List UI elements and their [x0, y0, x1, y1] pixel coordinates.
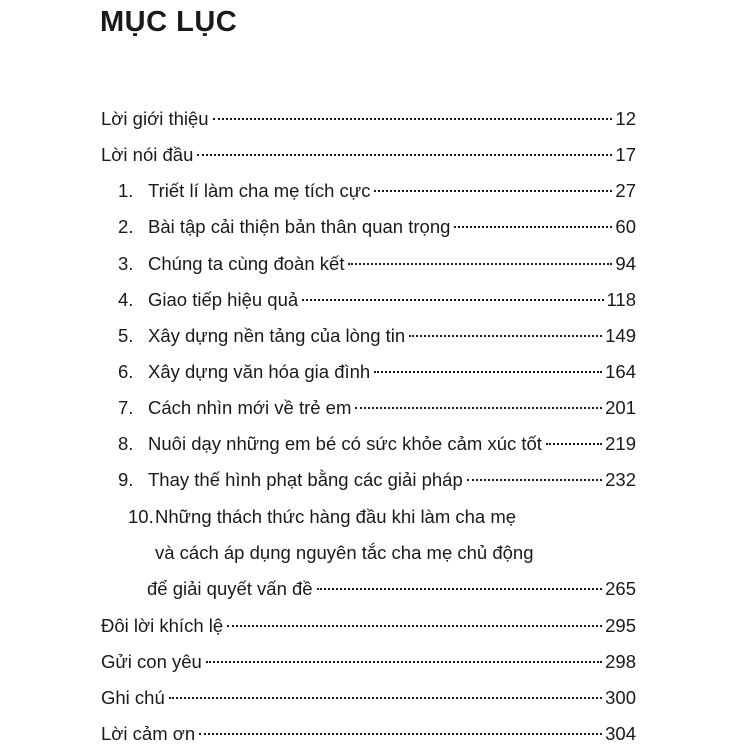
dot-leader — [467, 479, 602, 481]
dot-leader — [374, 371, 602, 373]
toc-entry-label: Những thách thức hàng đầu khi làm cha mẹ — [155, 506, 517, 527]
toc-entry-number: 6. — [118, 361, 134, 382]
toc-entry-label: Triết lí làm cha mẹ tích cực — [148, 180, 371, 201]
toc-entry-label: Đôi lời khích lệ — [101, 615, 224, 636]
toc-entry-number: 7. — [118, 397, 134, 418]
toc-entry-number: 4. — [118, 289, 134, 310]
toc-entry-label: Giao tiếp hiệu quả — [148, 289, 299, 310]
toc-entry[interactable] — [118, 251, 636, 277]
toc-entry-page: 149 — [605, 325, 636, 346]
toc-entry-label: để giải quyết vấn đề — [147, 578, 313, 599]
toc-entry[interactable] — [118, 467, 636, 493]
toc-entry-page: 201 — [605, 397, 636, 418]
toc-entry-page: 232 — [605, 469, 636, 490]
toc-entry-page: 164 — [605, 361, 636, 382]
toc-entry[interactable] — [118, 359, 636, 385]
toc-entry[interactable] — [101, 721, 636, 747]
toc-entry[interactable] — [101, 649, 636, 675]
toc-entry-number: 9. — [118, 469, 134, 490]
toc-entry-page: 304 — [605, 723, 636, 744]
toc-entry[interactable] — [118, 214, 636, 240]
toc-entry[interactable] — [118, 287, 636, 313]
dot-leader — [348, 263, 612, 265]
toc-entry-label: Lời nói đầu — [101, 144, 194, 165]
toc-entry-page: 118 — [606, 289, 636, 310]
toc-entry-page: 265 — [605, 578, 636, 599]
toc-entry-number: 2. — [118, 216, 134, 237]
toc-entry-page: 298 — [605, 651, 636, 672]
dot-leader — [355, 407, 602, 409]
toc-entry-label: Chúng ta cùng đoàn kết — [148, 253, 345, 274]
dot-leader — [454, 226, 612, 228]
toc-entry-number: 10. — [128, 506, 154, 527]
toc-entry[interactable] — [101, 142, 636, 168]
toc-entry[interactable] — [101, 685, 636, 711]
toc-entry-page: 219 — [605, 433, 636, 454]
toc-entry-page: 17 — [615, 144, 636, 165]
toc-entry[interactable] — [118, 431, 636, 457]
toc-entry-label: Ghi chú — [101, 687, 165, 708]
dot-leader — [227, 625, 602, 627]
toc-entry-page: 60 — [615, 216, 636, 237]
toc-entry-number: 5. — [118, 325, 134, 346]
page-title: MỤC LỤC — [100, 6, 238, 38]
dot-leader — [213, 118, 613, 120]
dot-leader — [317, 588, 603, 590]
toc-entry[interactable] — [118, 323, 636, 349]
toc-entry-10-line2: và cách áp dụng nguyên tắc cha mẹ chủ động — [155, 542, 534, 563]
toc-entry-label: Xây dựng văn hóa gia đình — [148, 361, 371, 382]
toc-entry-page: 300 — [605, 687, 636, 708]
toc-entry-label: Xây dựng nền tảng của lòng tin — [148, 325, 406, 346]
toc-entry-label: Lời giới thiệu — [101, 108, 209, 129]
toc-entry-label: Gửi con yêu — [101, 651, 202, 672]
toc-entry[interactable] — [101, 106, 636, 132]
toc-entry-label: Bài tập cải thiện bản thân quan trọng — [148, 216, 451, 237]
toc-entry-label: Cách nhìn mới về trẻ em — [148, 397, 352, 418]
toc-entry[interactable] — [118, 395, 636, 421]
toc-entry[interactable] — [101, 613, 636, 639]
toc-entry-number: 8. — [118, 433, 134, 454]
toc-entry[interactable] — [118, 178, 636, 204]
toc-entry-page: 295 — [605, 615, 636, 636]
toc-entry-page: 27 — [615, 180, 636, 201]
dot-leader — [374, 190, 612, 192]
dot-leader — [206, 661, 602, 663]
toc-entry[interactable] — [147, 576, 636, 602]
toc-entry-number: 1. — [118, 180, 134, 201]
dot-leader — [197, 154, 612, 156]
toc-entry-page: 94 — [615, 253, 636, 274]
toc-entry-page: 12 — [615, 108, 636, 129]
dot-leader — [302, 299, 603, 301]
toc-entry-label: Nuôi dạy những em bé có sức khỏe cảm xúc tốt — [148, 433, 542, 454]
dot-leader — [199, 733, 602, 735]
dot-leader — [546, 443, 602, 445]
dot-leader — [409, 335, 602, 337]
dot-leader — [169, 697, 602, 699]
toc-entry-number: 3. — [118, 253, 134, 274]
toc-entry-label: Thay thế hình phạt bằng các giải pháp — [148, 469, 463, 490]
toc-entry-10-line1[interactable] — [128, 504, 516, 530]
toc-entry-label: Lời cảm ơn — [101, 723, 196, 744]
